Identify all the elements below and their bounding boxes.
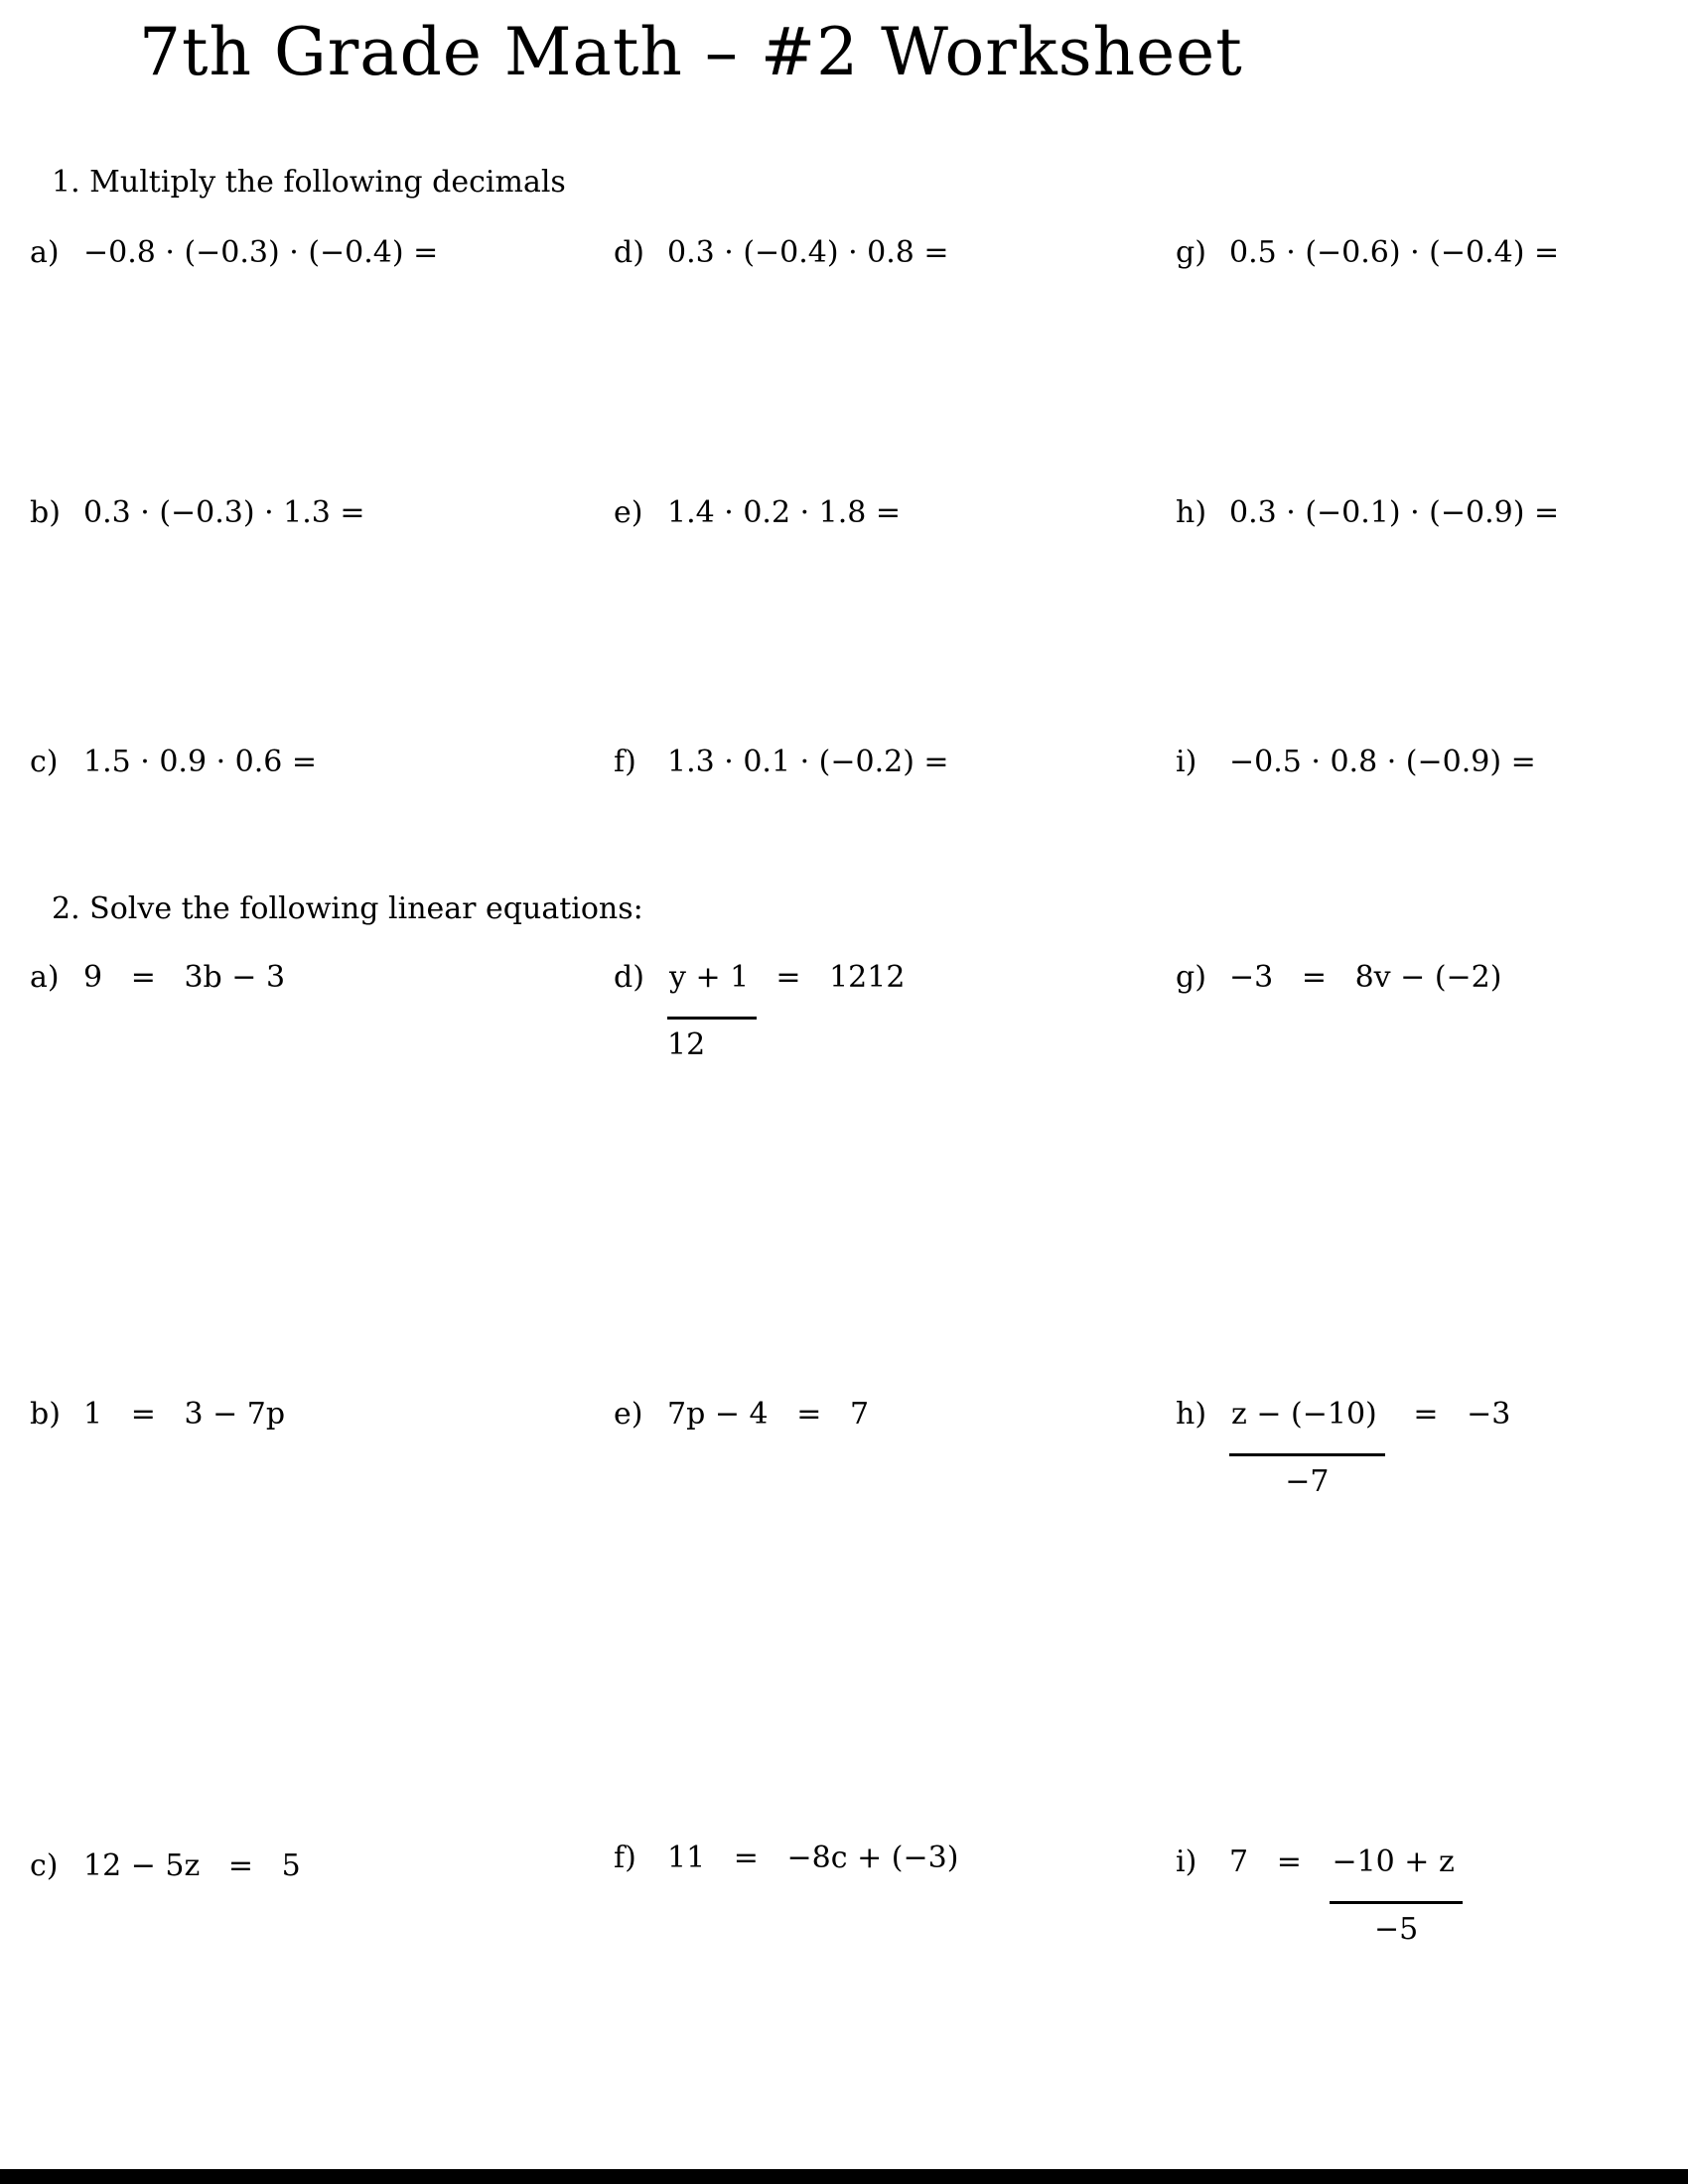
problem-2h-expression-after: = −3	[1384, 1397, 1511, 1432]
problem-1a-expression: −0.8 · (−0.3) · (−0.4) =	[83, 235, 439, 270]
problem-1d-expression: 0.3 · (−0.4) · 0.8 =	[667, 235, 949, 270]
fraction-denominator: −7	[1229, 1453, 1385, 1501]
problem-2g-expression: −3 = 8v − (−2)	[1229, 960, 1502, 995]
problem-1g	[1176, 233, 1559, 272]
problem-2d-label: d)	[614, 960, 644, 995]
problem-2b	[30, 1395, 285, 1433]
problem-2b-expression: 1 = 3 − 7p	[83, 1397, 286, 1432]
problem-2h	[1176, 1395, 1510, 1501]
problem-2e-expression: 7p − 4 = 7	[667, 1397, 870, 1432]
problem-1i-expression: −0.5 · 0.8 · (−0.9) =	[1229, 745, 1536, 779]
problem-2h-fraction	[1229, 1395, 1385, 1501]
problem-1b-expression: 0.3 · (−0.3) · 1.3 =	[83, 495, 365, 530]
fraction-numerator: y + 1	[669, 960, 750, 995]
problem-1f-label: f)	[614, 745, 636, 779]
problem-1h	[1176, 493, 1559, 532]
problem-2i-fraction	[1330, 1843, 1462, 1949]
problem-1h-label: h)	[1176, 495, 1207, 530]
problem-2h-label: h)	[1176, 1397, 1207, 1432]
problem-2i-label: i)	[1176, 1844, 1197, 1879]
worksheet-title: 7th Grade Math – #2 Worksheet	[139, 14, 1243, 90]
bottom-divider	[0, 2169, 1688, 2184]
problem-2f	[614, 1839, 958, 1877]
section2-heading: 2. Solve the following linear equations:	[52, 891, 643, 926]
problem-1b-label: b)	[30, 495, 61, 530]
problem-2a-expression: 9 = 3b − 3	[83, 960, 286, 995]
problem-2c-label: c)	[30, 1848, 59, 1883]
problem-2d-expression-after: = 1212	[757, 960, 906, 995]
problem-1h-expression: 0.3 · (−0.1) · (−0.9) =	[1229, 495, 1560, 530]
problem-1c	[30, 743, 317, 781]
problem-2a	[30, 958, 285, 997]
problem-2c-expression: 12 − 5z = 5	[83, 1848, 301, 1883]
problem-1f-expression: 1.3 · 0.1 · (−0.2) =	[667, 745, 949, 779]
problem-1e-label: e)	[614, 495, 643, 530]
problem-1i	[1176, 743, 1536, 781]
problem-2d	[614, 958, 905, 1064]
problem-1a-label: a)	[30, 235, 60, 270]
problem-2f-label: f)	[614, 1841, 636, 1875]
problem-1g-expression: 0.5 · (−0.6) · (−0.4) =	[1229, 235, 1560, 270]
problem-2d-fraction	[667, 958, 757, 1064]
fraction-denominator: −5	[1330, 1901, 1462, 1949]
problem-2i	[1176, 1843, 1463, 1949]
problem-1d	[614, 233, 949, 272]
problem-1c-label: c)	[30, 745, 59, 779]
problem-2a-label: a)	[30, 960, 60, 995]
problem-2b-label: b)	[30, 1397, 61, 1432]
problem-1g-label: g)	[1176, 235, 1206, 270]
fraction-numerator: z − (−10)	[1231, 1397, 1377, 1432]
problem-1e	[614, 493, 901, 532]
problem-2g	[1176, 958, 1501, 997]
problem-2c	[30, 1846, 301, 1885]
problem-2e	[614, 1395, 869, 1433]
problem-1c-expression: 1.5 · 0.9 · 0.6 =	[83, 745, 318, 779]
problem-1e-expression: 1.4 · 0.2 · 1.8 =	[667, 495, 902, 530]
section1-heading: 1. Multiply the following decimals	[52, 165, 566, 200]
problem-1d-label: d)	[614, 235, 644, 270]
problem-2i-expression-before: 7 =	[1229, 1844, 1331, 1879]
problem-2g-label: g)	[1176, 960, 1206, 995]
fraction-numerator: −10 + z	[1332, 1844, 1455, 1879]
fraction-denominator: 12	[667, 1017, 757, 1064]
problem-2f-expression: 11 = −8c + (−3)	[667, 1841, 959, 1875]
problem-1i-label: i)	[1176, 745, 1197, 779]
problem-1a	[30, 233, 438, 272]
problem-1b	[30, 493, 365, 532]
problem-1f	[614, 743, 949, 781]
problem-2e-label: e)	[614, 1397, 643, 1432]
